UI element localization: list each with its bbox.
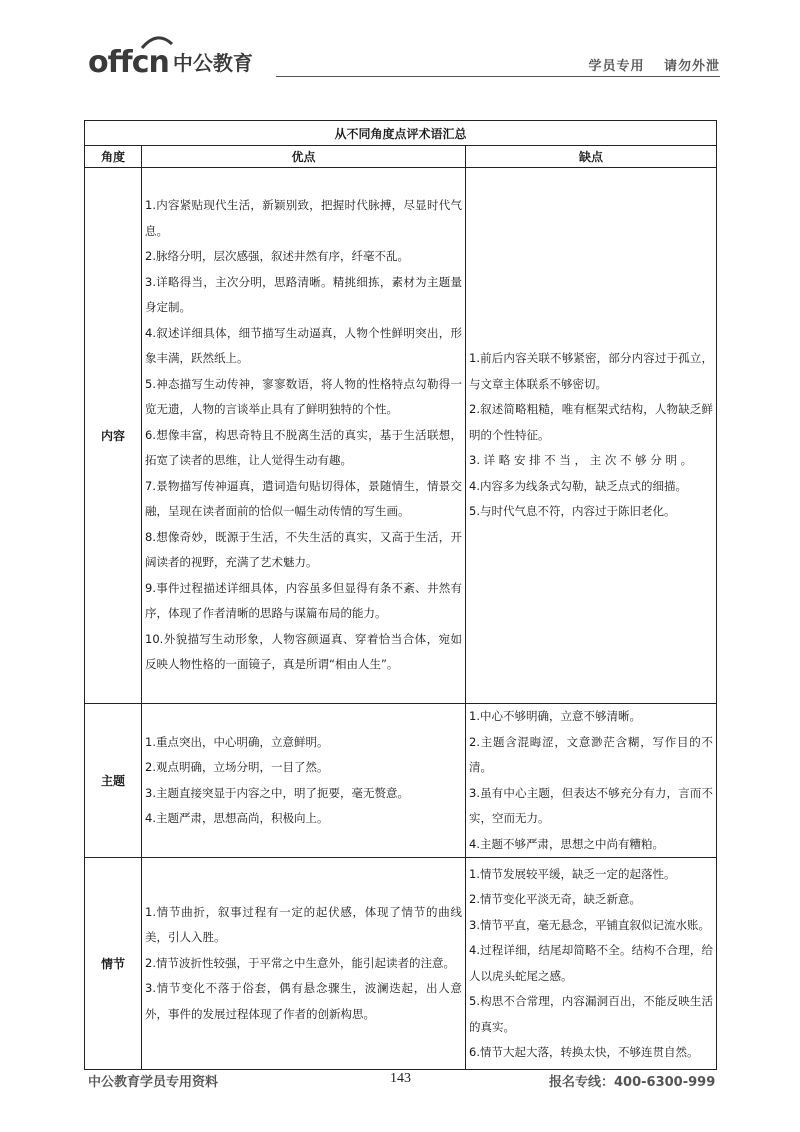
list-item: 4.主题严肃，思想高尚，积极向上。 xyxy=(145,811,329,825)
footer-hotline: 报名专线：400-6300-999 xyxy=(549,1075,716,1090)
list-item: 1.情节曲折，叙事过程有一定的起伏感，体现了情节的曲线美，引人入胜。 xyxy=(145,904,462,945)
list-item: 6.想像丰富，构思奇特且不脱离生活的真实，基于生活联想，拓宽了读者的思维，让人觉得生动有趣。 xyxy=(145,427,462,468)
terms-table xyxy=(84,120,717,1070)
header-tag-no-leak: 请勿外泄 xyxy=(663,59,720,74)
list-item: 10.外貌描写生动形象，人物容颜逼真、穿着恰当合体，宛如反映人物性格的一面镜子，真是所谓“相由人生”。 xyxy=(145,631,462,672)
list-item: 1.中心不够明确，立意不够清晰。 xyxy=(469,709,641,723)
list-item: 2.脉络分明，层次感强，叙述井然有序，纤毫不乱。 xyxy=(145,249,409,264)
header-cons: 缺点 xyxy=(466,146,717,168)
cons-cell-plot xyxy=(466,858,717,1070)
offcn-logo xyxy=(88,42,253,78)
table-row-theme xyxy=(85,704,717,858)
list-item: 2.观点明确，立场分明，一目了然。 xyxy=(145,760,329,774)
header-tags xyxy=(588,55,720,74)
category-plot: 情节 xyxy=(85,858,142,1070)
list-item: 4.主题不够严肃，思想之中尚有糟粕。 xyxy=(469,836,664,851)
list-item: 9.事件过程描述详细具体，内容虽多但显得有条不紊、井然有序，体现了作者清晰的思路与谋篇布局的能力。 xyxy=(145,580,462,621)
list-item: 1.重点突出，中心明确，立意鲜明。 xyxy=(145,734,329,749)
pros-cell-theme xyxy=(142,704,466,858)
footer-material-label: 中公教育学员专用资料 xyxy=(88,1075,219,1090)
list-item: 3. 详 略 安 排 不 当 ， 主 次 不 够 分 明 。 xyxy=(469,453,693,468)
logo-chinese-text: 中公教育 xyxy=(172,51,253,75)
list-item: 2.情节变化平淡无奇，缺乏新意。 xyxy=(469,892,641,906)
list-item: 3.情节变化不落于俗套，偶有悬念骤生，波澜迭起，出人意外，事件的发展过程体现了作者的创新构思。 xyxy=(145,981,462,1021)
category-theme: 主题 xyxy=(85,704,142,858)
list-item: 6.情节大起大落，转换太快，不够连贯自然。 xyxy=(469,1045,699,1059)
list-item: 7.景物描写传神逼真，遣词造句贴切得体，景随情生，情景交融，呈现在读者面前的恰似一幅生动传情的写生画。 xyxy=(145,478,462,519)
list-item: 5.构思不合常理，内容漏洞百出，不能反映生活的真实。 xyxy=(469,994,714,1034)
list-item: 1.情节发展较平缓，缺乏一定的起落性。 xyxy=(469,866,676,881)
list-item: 2.叙述简略粗糙，唯有框架式结构，人物缺乏鲜明的个性特征。 xyxy=(469,402,714,442)
pros-cell-plot xyxy=(142,858,466,1070)
category-content: 内容 xyxy=(85,168,142,704)
header-rule xyxy=(276,76,720,77)
list-item: 1.内容紧贴现代生活，新颖别致，把握时代脉搏，尽显时代气息。 xyxy=(145,198,462,238)
pros-cell-content xyxy=(142,168,466,704)
header-pros: 优点 xyxy=(142,146,466,168)
list-item: 4.叙述详细具体，细节描写生动逼真，人物个性鲜明突出，形象丰满，跃然纸上。 xyxy=(145,325,462,366)
list-item: 5.与时代气息不符，内容过于陈旧老化。 xyxy=(469,504,676,519)
list-item: 2.情节波折性较强，于平常之中生意外，能引起读者的注意。 xyxy=(145,955,455,970)
list-item: 2.主题含混晦涩，文意渺茫含糊，写作目的不清。 xyxy=(469,734,714,774)
logo-arc-icon xyxy=(140,34,174,50)
logo-latin-text: offcn xyxy=(88,45,169,80)
cons-cell-content xyxy=(466,168,717,704)
header-angle: 角度 xyxy=(85,146,142,168)
list-item: 1.前后内容关联不够紧密，部分内容过于孤立，与文章主体联系不够密切。 xyxy=(469,351,714,391)
table-row-content xyxy=(85,168,717,704)
header-tag-student-only: 学员专用 xyxy=(588,59,645,74)
cons-cell-theme xyxy=(466,704,717,858)
list-item: 4.内容多为线条式勾勒，缺乏点式的细描。 xyxy=(469,478,687,493)
list-item: 3.情节平直，毫无悬念，平铺直叙似记流水账。 xyxy=(469,917,710,932)
list-item: 3.主题直接突显于内容之中，明了扼要，毫无赘意。 xyxy=(145,785,409,800)
page-number: 143 xyxy=(390,1071,411,1086)
list-item: 3.详略得当，主次分明，思路清晰。精挑细拣，素材为主题量身定制。 xyxy=(145,274,462,315)
list-item: 8.想像奇妙，既源于生活，不失生活的真实，又高于生活，开阔读者的视野，充满了艺术魅力。 xyxy=(145,529,462,570)
page-header xyxy=(88,36,720,84)
list-item: 3.虽有中心主题，但表达不够充分有力，言而不实，空而无力。 xyxy=(469,785,714,825)
list-item: 4.过程详细，结尾却简略不全。结构不合理，给人以虎头蛇尾之感。 xyxy=(469,943,714,983)
table-title: 从不同角度点评术语汇总 xyxy=(85,121,717,146)
list-item: 5.神态描写生动传神，寥寥数语，将人物的性格特点勾勒得一览无遗，人物的言谈举止具有了鲜明独特的个性。 xyxy=(145,376,462,417)
table-row-plot xyxy=(85,858,717,1070)
